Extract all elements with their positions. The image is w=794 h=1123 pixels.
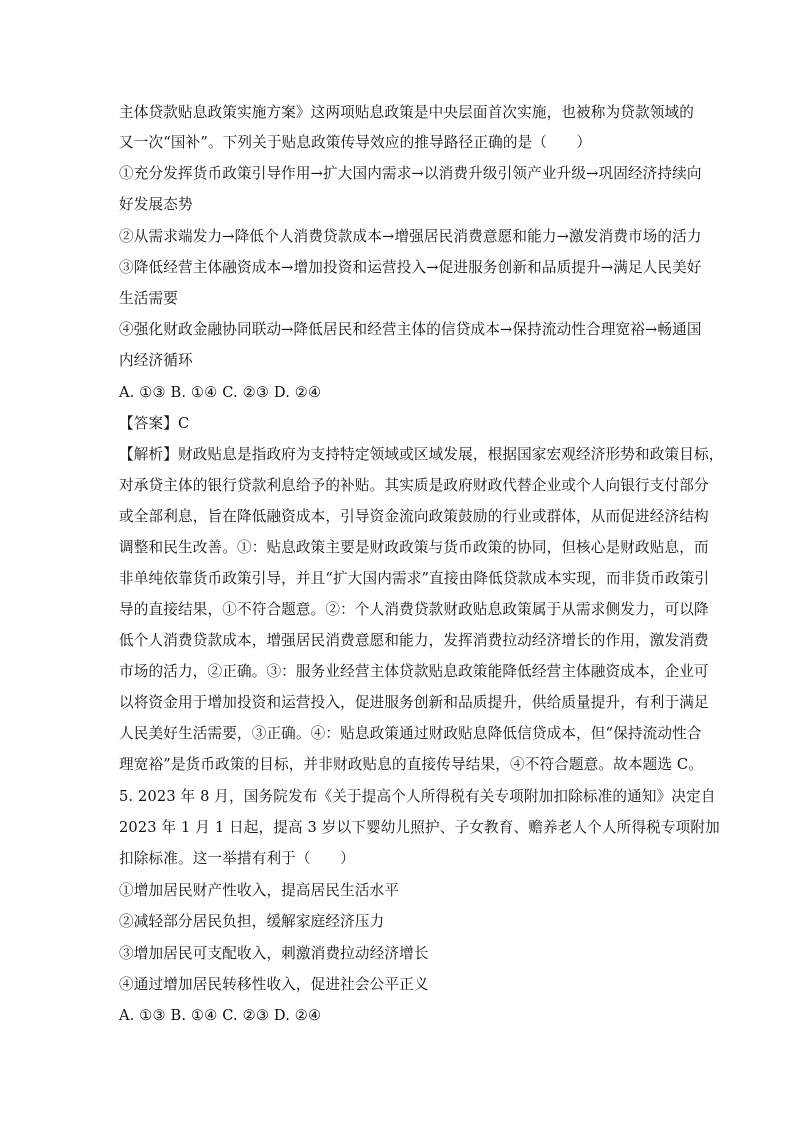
question-4-option-3-line-2: 生活需要: [119, 290, 178, 307]
question-4-stem-line-1: 主体贷款贴息政策实施方案》这两项贴息政策是中央层面首次实施，也被称为贷款领域的: [119, 104, 695, 121]
question-4-stem-line-2: 又一次“国补”。下列关于贴息政策传导效应的推导路径正确的是（ ）: [119, 134, 592, 151]
analysis-line: 或全部利息，旨在降低融资成本，引导资金流向政策鼓励的行业或群体，从而促进经济结构: [119, 508, 709, 525]
question-5-choices: A. ①③ B. ①④ C. ②③ D. ②④: [119, 1007, 322, 1024]
analysis-line: 【解析】财政贴息是指政府为支持特定领域或区域发展，根据国家宏观经济形势和政策目标，: [119, 446, 724, 463]
analysis-line: 对承贷主体的银行贷款利息给予的补贴。其实质是政府财政代替企业或个人向银行支付部分: [119, 477, 709, 494]
analysis-line: 人民美好生活需要，③正确。④：贴息政策通过财政贴息降低信贷成本，但“保持流动性合: [119, 725, 702, 742]
question-4-choices: A. ①③ B. ①④ C. ②③ D. ②④: [119, 384, 322, 401]
answer-label: 【答案】C: [119, 415, 190, 432]
question-5-option-2: ②减轻部分居民负担，缓解家庭经济压力: [119, 913, 385, 930]
question-4-option-1-line-2: 好发展态势: [119, 196, 193, 213]
question-5-stem-line-1: 5. 2023 年 8 月，国务院发布《关于提高个人所得税有关专项附加扣除标准的通知》决定自: [119, 788, 716, 805]
analysis-line: 以将资金用于增加投资和运营投入，促进服务创新和品质提升，供给质量提升，有利于满足: [119, 694, 709, 711]
question-4-option-4-line-1: ④强化财政金融协同联动→降低居民和经营主体的信贷成本→保持流动性合理宽裕→畅通国: [119, 321, 702, 338]
question-5-option-1: ①增加居民财产性收入，提高居民生活水平: [119, 882, 400, 899]
question-5-option-4: ④通过增加居民转移性收入，促进社会公平正义: [119, 976, 429, 993]
analysis-line: 调整和民生改善。①：贴息政策主要是财政政策与货币政策的协同，但核心是财政贴息，而: [119, 539, 709, 556]
question-5-stem-line-3: 扣除标准。这一举措有利于（ ）: [119, 850, 355, 867]
analysis-line: 市场的活力，②正确。③：服务业经营主体贷款贴息政策能降低经营主体融资成本，企业可: [119, 663, 709, 680]
question-4-option-3-line-1: ③降低经营主体融资成本→增加投资和运营投入→促进服务创新和品质提升→满足人民美好: [119, 259, 702, 276]
question-5-stem-line-2: 2023 年 1 月 1 日起，提高 3 岁以下婴幼儿照护、子女教育、赡养老人个人所得税专项附加: [119, 819, 720, 836]
analysis-line: 非单纯依靠货币政策引导，并且“扩大国内需求”直接由降低贷款成本实现，而非货币政策引: [119, 570, 710, 587]
analysis-line: 导的直接结果，①不符合题意。②：个人消费贷款财政贴息政策属于从需求侧发力，可以降: [119, 601, 709, 618]
analysis-line: 低个人消费贷款成本，增强居民消费意愿和能力，发挥消费拉动经济增长的作用，激发消费: [119, 632, 709, 649]
analysis-line: 理宽裕”是货币政策的目标，并非财政贴息的直接传导结果，④不符合题意。故本题选 C。: [119, 756, 703, 773]
question-5-option-3: ③增加居民可支配收入，刺激消费拉动经济增长: [119, 945, 429, 962]
question-4-option-1-line-1: ①充分发挥货币政策引导作用→扩大国内需求→以消费升级引领产业升级→巩固经济持续向: [119, 165, 702, 182]
question-4-option-4-line-2: 内经济循环: [119, 352, 193, 369]
question-4-option-2: ②从需求端发力→降低个人消费贷款成本→增强居民消费意愿和能力→激发消费市场的活力: [119, 228, 702, 245]
